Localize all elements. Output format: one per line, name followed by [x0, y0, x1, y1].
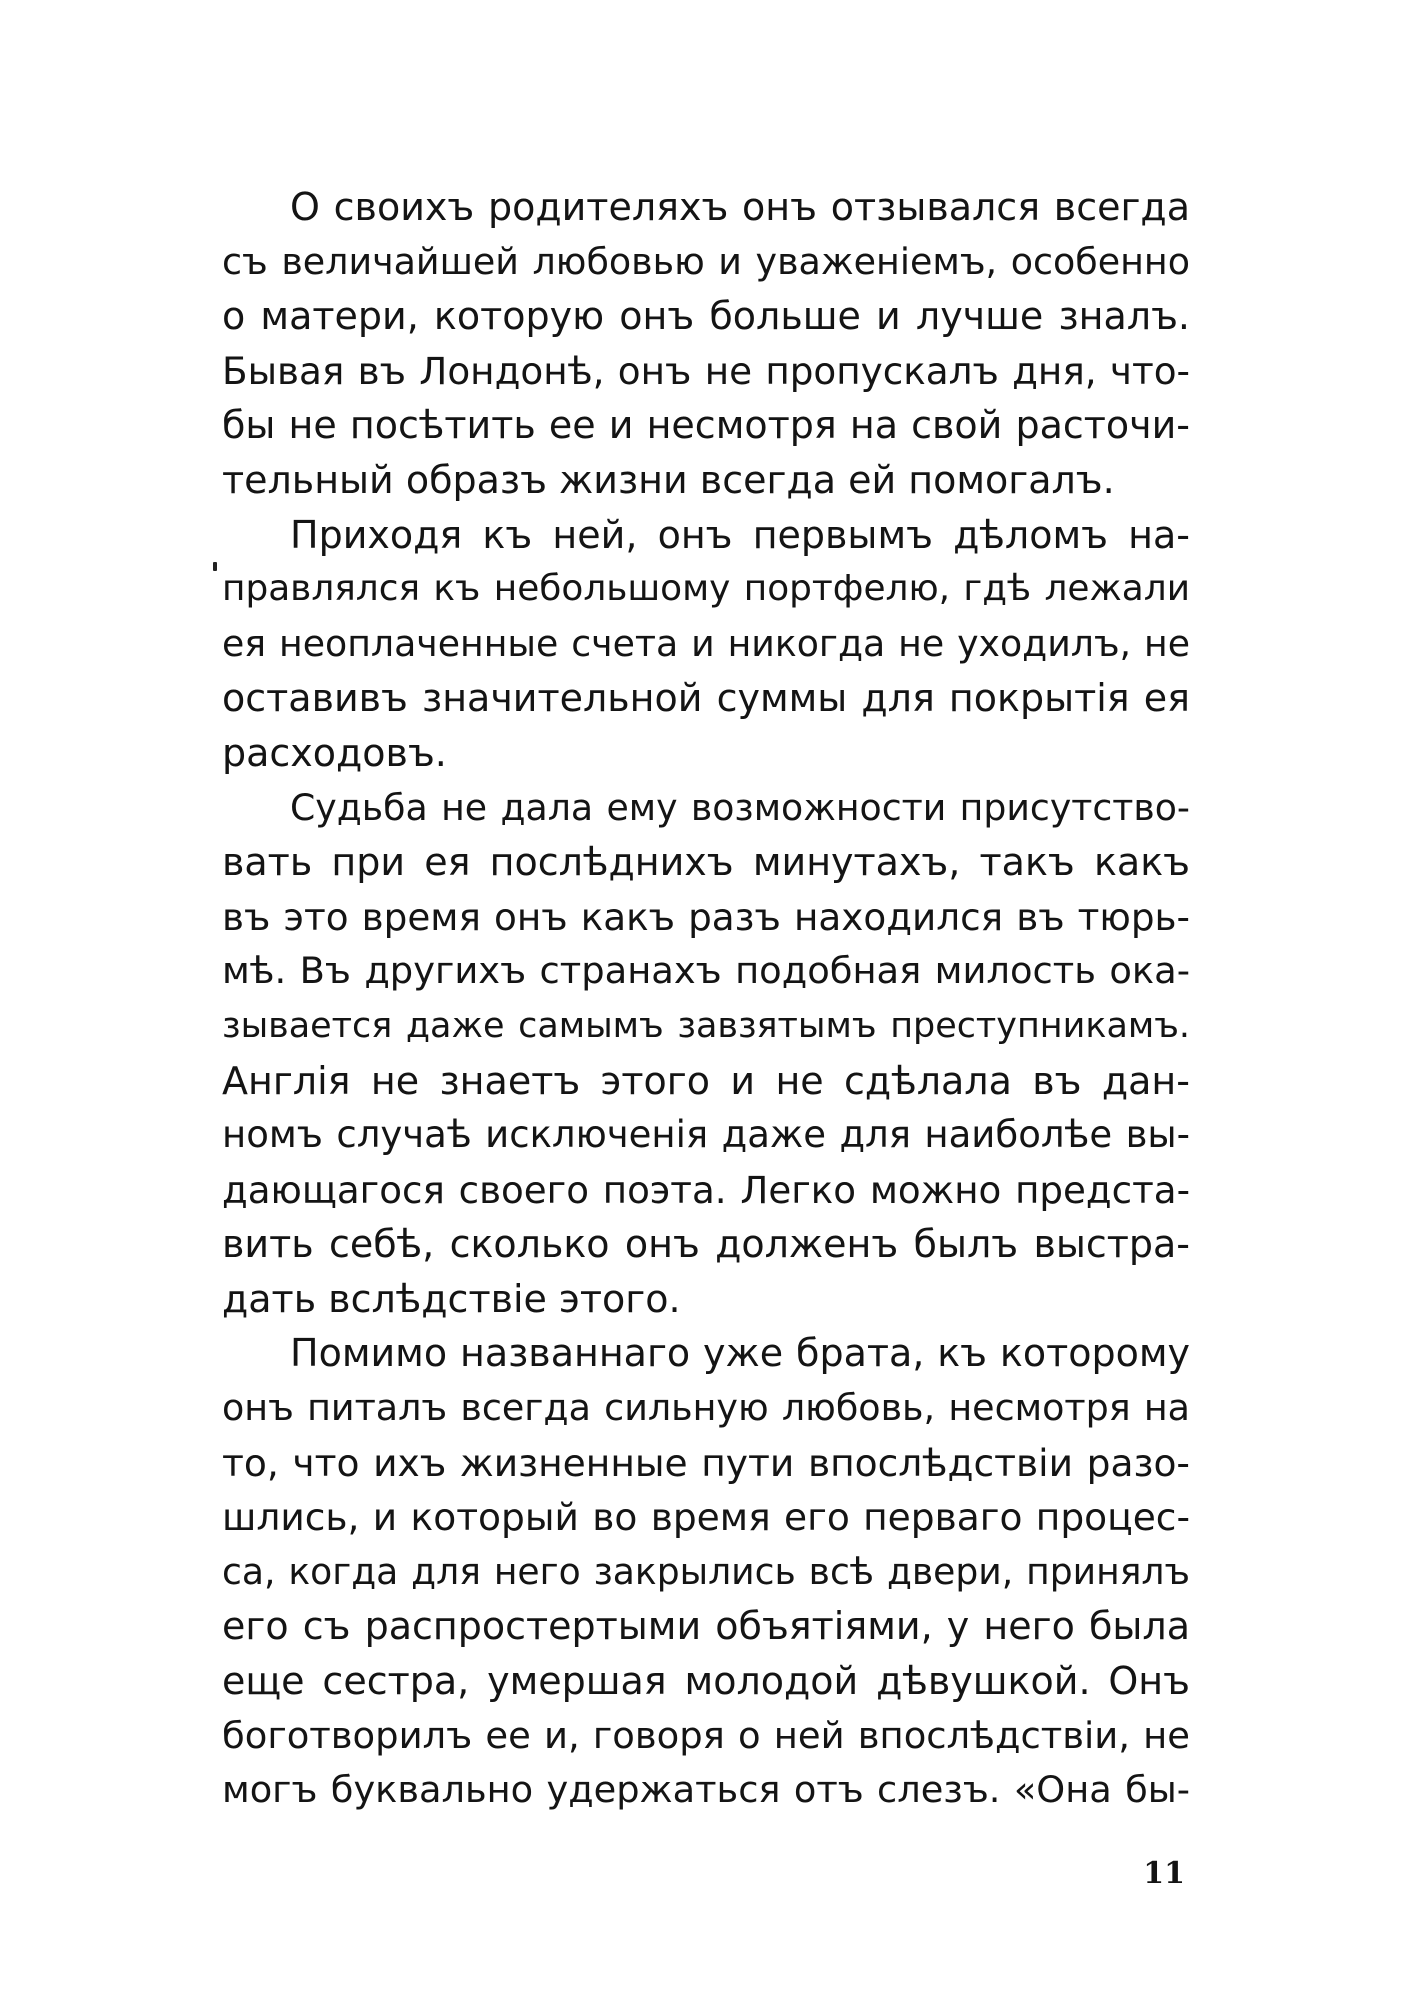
text-line: въ это время онъ какъ разъ находился въ тюрь-: [222, 894, 1190, 939]
text-line: боготворилъ ее и, говоря о ней впослѣдствіи, не: [222, 1713, 1190, 1757]
text-line: дать вслѣдствіе этого.: [222, 1276, 681, 1321]
text-line: Англія не знаетъ этого и не сдѣлала въ дан-: [222, 1058, 1190, 1103]
text-line: тельный образъ жизни всегда ей помогалъ.: [222, 457, 1115, 502]
text-line: онъ питалъ всегда сильную любовь, несмотря на: [222, 1386, 1190, 1430]
text-line: Бывая въ Лондонѣ, онъ не пропускалъ дня, что-: [222, 348, 1190, 393]
text-line: О своихъ родителяхъ онъ отзывался всегда: [290, 185, 1190, 229]
ink-speck: [213, 562, 217, 571]
text-line: правлялся къ небольшому портфелю, гдѣ лежали: [222, 568, 1190, 610]
text-line: еще сестра, умершая молодой дѣвушкой. Онъ: [222, 1659, 1190, 1704]
text-line: Судьба не дала ему возможности присутство-: [290, 785, 1190, 829]
text-line: шлись, и который во время его перваго процес-: [222, 1495, 1190, 1540]
text-line: бы не посѣтить ее и несмотря на свой расточи-: [222, 403, 1190, 448]
text-line: дающагося своего поэта. Легко можно предста-: [222, 1167, 1190, 1212]
text-line: то, что ихъ жизненные пути впослѣдствіи разо-: [222, 1440, 1190, 1485]
text-line: могъ буквально удержаться отъ слезъ. «Она бы-: [222, 1768, 1190, 1812]
text-line: номъ случаѣ исключенія даже для наиболѣе вы-: [222, 1113, 1190, 1157]
text-line: оставивъ значительной суммы для покрытія ея: [222, 676, 1190, 721]
text-line: ея неоплаченные счета и никогда не уходилъ, не: [222, 621, 1190, 665]
text-line: его съ распростертыми объятіями, у него была: [222, 1604, 1190, 1649]
text-line: Помимо названнаго уже брата, къ которому: [290, 1331, 1190, 1376]
body-text: [222, 180, 1190, 1818]
text-line: са, когда для него закрылись всѣ двери, принялъ: [222, 1549, 1190, 1593]
text-line: съ величайшей любовью и уваженіемъ, особенно: [222, 239, 1190, 283]
page-number: 11: [1143, 1856, 1185, 1891]
text-line: о матери, которую онъ больше и лучше зналъ.: [222, 294, 1190, 339]
text-line: Приходя къ ней, онъ первымъ дѣломъ на-: [290, 512, 1190, 557]
text-line: мѣ. Въ другихъ странахъ подобная милость ока-: [222, 949, 1190, 993]
text-line: расходовъ.: [222, 730, 447, 775]
text-line: зывается даже самымъ завзятымъ преступникамъ.: [222, 1005, 1190, 1046]
text-line: вать при ея послѣднихъ минутахъ, такъ какъ: [222, 840, 1190, 885]
text-line: вить себѣ, сколько онъ долженъ былъ выстра-: [222, 1222, 1190, 1267]
